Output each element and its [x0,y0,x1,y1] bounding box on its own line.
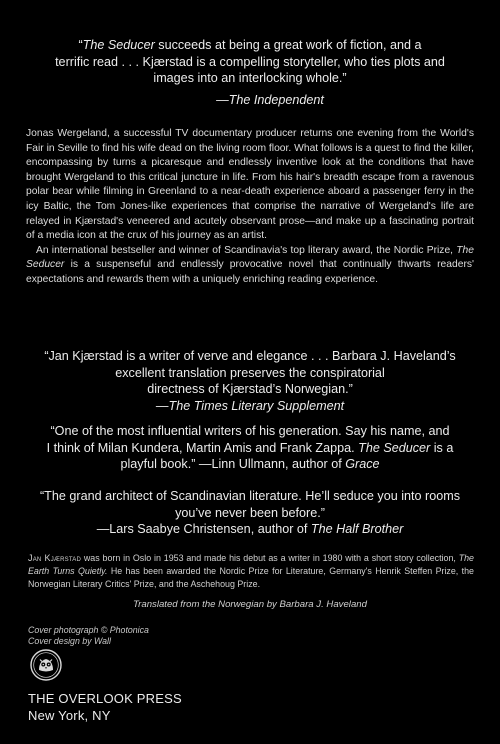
description-paragraph: Jonas Wergeland, a successful TV documentary producer returns one evening from the World's Fair in Seville to find his wife dead on the living room floor. What follows is a quest to find the killer, encompassing by turns a picaresque and endlessly inventive look at the conditions that have brought Wergeland to this critical juncture in life. From his hair's breadth escape from a ravenous polar bear while filming in Greenland to a near-death experience aboard a passenger ferry in the icy Baltic, the Tom Jones-like experiences that comprise the narrative of Wergeland's life are relayed in Kjærstad's veneered and acutely observant prose—and make up a fascinating portrait of a media icon at the crux of his journey as an artist. [26,128,474,242]
quote-tls [30,348,470,414]
author-bio [28,552,474,591]
book-title: The Seducer [26,244,474,271]
attribution-source: The Times Literary Supplement [168,398,345,413]
dash: — [216,93,229,107]
publisher-location: New York, NY [28,708,111,723]
quote-text: playful book.” —Linn Ullmann, author of [120,457,346,471]
book-title: The Earth Turns Quietly. [28,553,474,576]
quote-christensen [26,488,474,538]
book-title: The Seducer [82,38,155,52]
description-paragraph [26,244,474,288]
book-description [26,127,474,288]
quote-line: images into an interlocking whole.” [153,71,347,85]
publisher-info [28,690,182,724]
quote-text: succeeds at being a great work of fiction, and a [154,38,422,52]
book-title: The Seducer [358,440,431,455]
attribution-independent [190,92,350,109]
quote-line: directness of Kjærstad’s Norwegian.” [147,382,353,396]
quote-line: “One of the most influential writers of his generation. Say his name, and [50,424,450,438]
description-text: is a suspenseful and endlessly provocative novel that continually thwarts readers' expectations and rewards them with a uniquely enriching reading experience. [26,259,474,285]
quote-line: you’ve never been before.” [175,505,325,520]
author-name: Jan Kjærstad [28,553,82,563]
quote-line [40,37,460,54]
quote-text: is a [430,440,454,455]
attribution-source: The Independent [228,93,324,107]
quote-independent [40,37,460,87]
cover-credits [28,625,149,647]
book-title: Grace [345,457,380,471]
owl-seal-icon [30,649,62,681]
quote-line: “Jan Kjærstad is a writer of verve and elegance . . . Barbara J. Haveland’s [44,349,456,363]
open-quote: “ [78,38,83,52]
quote-line: excellent translation preserves the conspiratorial [115,365,385,380]
quote-line: terrific read . . . Kjærstad is a compelling storyteller, who ties plots and [55,54,445,69]
quote-line: “The grand architect of Scandinavian literature. He’ll seduce you into rooms [39,489,460,503]
quote-line [26,456,474,473]
quote-ullmann [26,423,474,473]
quote-line [26,521,474,538]
bio-text: was born in Oslo in 1953 and made his debut as a writer in 1980 with a short story collection, [81,553,459,563]
translator-credit: Translated from the Norwegian by Barbara J. Haveland [133,599,367,610]
description-text: An international bestseller and winner of Scandinavia's top literary award, the Nordic Prize, [36,244,457,256]
quote-text: I think of Milan Kundera, Martin Amis and Frank Zappa. [46,440,359,455]
quote-line [26,440,474,457]
design-credit: Cover design by Wall [28,636,111,646]
attribution-tls [30,398,470,415]
book-title: The Half Brother [310,522,404,536]
bio-text: He has been awarded the Nordic Prize for Literature, Germany's Henrik Steffen Prize, the Norwegian Literary Critics' Prize, and the Aschehoug Prize. [28,566,474,589]
quote-text: —Lars Saabye Christensen, author of [96,522,311,536]
dash: — [155,398,169,413]
photo-credit: Cover photograph © Photonica [28,625,149,635]
publisher-name: THE OVERLOOK PRESS [28,691,182,706]
